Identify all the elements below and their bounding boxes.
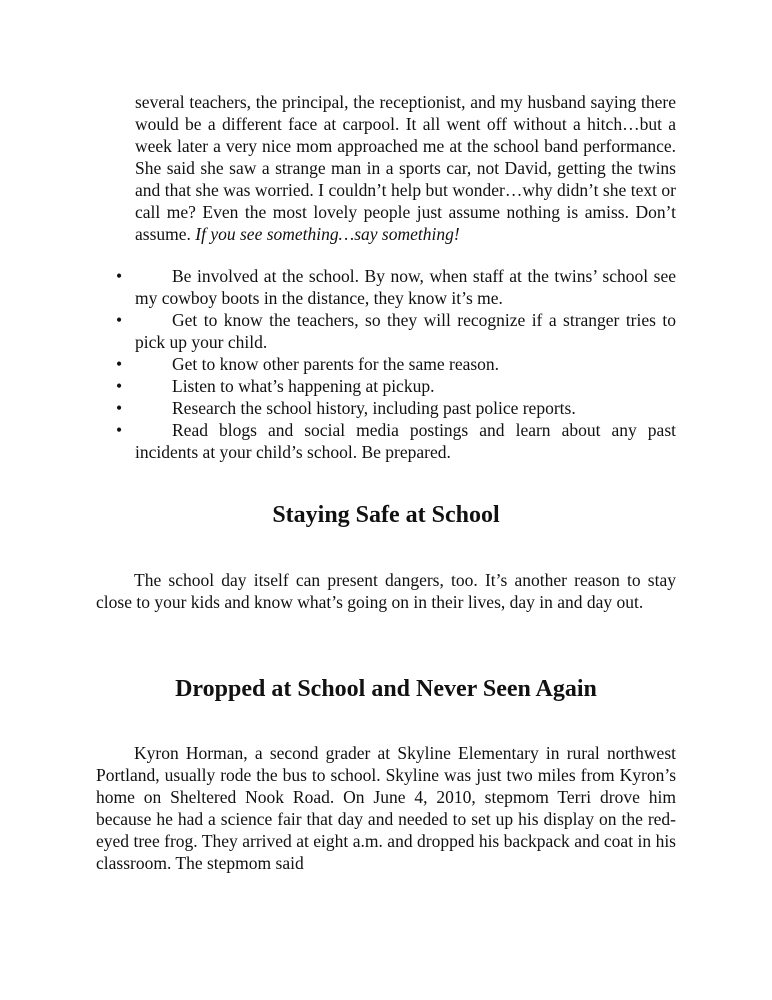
continuation-text: several teachers, the principal, the receptionist, and my husband saying there would be a different face at carpool. It all went off without a hitch…but a week later a very nice mom approached me at the school band performance. She said she saw a strange man in a sports car, not David, getting the twins and that she was worried. I couldn’t help but wonder…why didn’t she text or call me? Even the most lovely people just assume nothing is amiss. Don’t assume.	[135, 92, 676, 244]
continuation-paragraph	[135, 91, 676, 245]
list-item-text: Research the school history, including past police reports.	[172, 398, 576, 418]
bullet-icon: •	[116, 310, 123, 330]
bullet-icon: •	[116, 420, 123, 440]
bullet-icon: •	[116, 266, 123, 286]
list-item	[96, 309, 676, 353]
bullet-icon: •	[116, 398, 123, 418]
list-item-text: Listen to what’s happening at pickup.	[172, 376, 435, 396]
list-item-text: Get to know the teachers, so they will recognize if a stranger tries to pick up your child.	[135, 310, 676, 352]
section-heading-staying-safe: Staying Safe at School	[272, 502, 500, 528]
tips-list	[96, 265, 676, 463]
section-paragraph-dropped-at-school: Kyron Horman, a second grader at Skyline Elementary in rural northwest Portland, usually rode the bus to school. Skyline was just two miles from Kyron’s home on Sheltered Nook Road. On June 4, 2010, stepmom Terri drove him because he had a science fair that day and needed to set up his display on the red-eyed tree frog. They arrived at eight a.m. and dropped his backpack and coat in his classroom. The stepmom said	[96, 743, 676, 873]
bullet-icon: •	[116, 354, 123, 374]
continuation-italic: If you see something…say something!	[195, 224, 460, 244]
list-item-text: Read blogs and social media postings and learn about any past incidents at your child’s school. Be prepared.	[135, 420, 676, 462]
list-item	[96, 353, 676, 375]
section-heading-dropped-at-school: Dropped at School and Never Seen Again	[175, 676, 597, 702]
list-item	[96, 375, 676, 397]
list-item-text: Be involved at the school. By now, when staff at the twins’ school see my cowboy boots in the distance, they know it’s me.	[135, 266, 676, 308]
list-item	[96, 397, 676, 419]
bullet-icon: •	[116, 376, 123, 396]
list-item	[96, 265, 676, 309]
list-item	[96, 419, 676, 463]
section-paragraph-staying-safe: The school day itself can present dangers, too. It’s another reason to stay close to your kids and know what’s going on in their lives, day in and day out.	[96, 570, 676, 612]
list-item-text: Get to know other parents for the same reason.	[172, 354, 500, 374]
